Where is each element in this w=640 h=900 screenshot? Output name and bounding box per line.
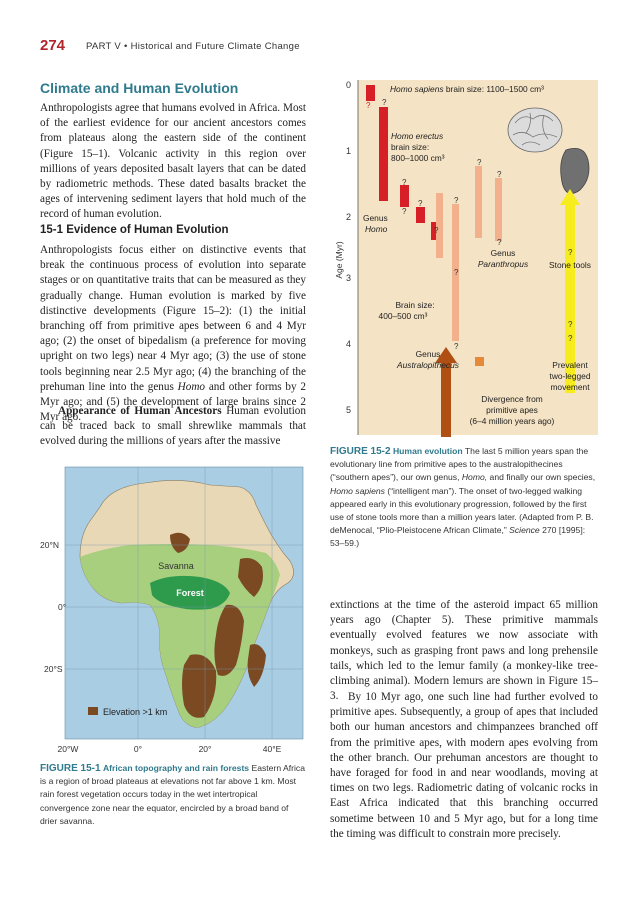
label-homo-sapiens: Homo sapiens brain size: 1100–1500 cm³ (390, 84, 544, 94)
fig2-text-2: and finally our own species, (489, 472, 596, 483)
label-bipedal-l2: two-legged (549, 371, 591, 381)
intro-paragraph: Anthropologists agree that humans evolved in Africa. Most of the earliest evidence for our ancient ancestors comes from plateaus along the eastern side of the continent (Figure 15–1). Volcanic activity in this region over millions of years deposited basalt layers that can be dated by radiometric methods. These dated basalts bracket the ages of intervening sediment layers that hold much of the record of human evolution. (40, 102, 306, 221)
tick-4: 4 (345, 339, 351, 349)
bar-paranthropus-3 (495, 178, 502, 241)
q-7: ? (454, 196, 459, 205)
y-axis-label: Age (Myr) (334, 241, 344, 279)
appearance-paragraph (40, 404, 306, 450)
appearance-text: Human evolution can be traced back to small shrewlike mammals that evolved during the millions of years after the massive (40, 405, 306, 448)
figure-15-1-caption (40, 762, 306, 828)
fig2-text-1: The last 5 million years span the evolutionary line from primitive apes to the australopithecines (“southern apes”), our own genus, (330, 446, 589, 483)
label-australopithecus-l2: Australopithecus (397, 360, 459, 370)
tick-1: 1 (345, 146, 351, 156)
lon-20e: 20° (198, 744, 212, 754)
evidence-paragraph (40, 243, 306, 425)
label-paranthropus-l1: Genus (490, 248, 516, 258)
fig2-text-3-it: Science (509, 525, 540, 536)
running-title: PART V • Historical and Future Climate Change (86, 41, 300, 52)
tick-2: 2 (345, 212, 351, 222)
figure-15-1-map (40, 465, 306, 757)
q-13: ? (568, 248, 573, 257)
label-divergence-l3: (6–4 million years ago) (469, 416, 555, 426)
lat-20s: 20°S (44, 664, 63, 674)
tick-0: 0 (345, 80, 351, 90)
q-15: ? (568, 334, 573, 343)
lon-40e: 40°E (262, 744, 282, 754)
q-8: ? (454, 268, 459, 277)
lon-20w: 20°W (57, 744, 79, 754)
figure-15-2-diagram (330, 75, 600, 440)
subsection-title: 15-1 Evidence of Human Evolution (40, 224, 229, 236)
tick-5: 5 (345, 405, 351, 415)
tick-3: 3 (345, 273, 351, 283)
evidence-text-homo: Homo (177, 380, 206, 393)
evidence-text-b: and other forms by 2 Myr ago; and (5) the development of large brains since 2 Myr ago. (40, 380, 307, 424)
q-6: ? (434, 226, 439, 235)
label-genus-homo-l1: Genus (363, 213, 388, 223)
evidence-text-a: Anthropologists focus either on distinctive events that break the continuous process of evolution into separate stages or on quantitative traits that can be measured as they gradually change. Human evolution is marked by five distinctive developments (Figure 15–2): (1) the initial branching off from primitive apes between 6 and 4 Myr ago; (2) the onset of bipedalism (a preference for moving upright on two legs) near 4 Myr ago; (3) the use of stone tools beginning near 2.5 Myr ago; (4) the branching of the prehuman line into the genus (40, 244, 306, 393)
fig2-text-3: (“intelligent man”). The onset of two-legged walking appeared early in this evolutionary progression, followed by the first use of stone tools more than a million years later. (Adapted from P. B. deMenocal, “Plio-Pleistocene African Climate,” (330, 485, 594, 536)
page-number: 274 (40, 37, 66, 54)
q-4: ? (418, 199, 423, 208)
q-10: ? (477, 158, 482, 167)
figure-15-2-caption (330, 445, 598, 551)
label-divergence-l2: primitive apes (486, 405, 538, 415)
label-paranthropus-l2: Paranthropus (477, 259, 529, 269)
brain-icon (508, 108, 562, 152)
right-paragraph-1: extinctions at the time of the asteroid impact 65 million years ago (Chapter 5). These primitive mammals eventually evolved features we now associate with monkeys, such as grasping front paws and long prehensile tails, which led to the lemur family (a monkey-like tree-climbing animal). Modern lemurs are shown in Figure 15–3. (330, 599, 598, 703)
label-savanna: Savanna (158, 561, 194, 571)
lat-0: 0° (58, 602, 67, 612)
label-bipedal-l1: Prevalent (552, 360, 588, 370)
lat-20n: 20°N (40, 540, 59, 550)
q-12: ? (497, 238, 502, 247)
bar-paranthropus-2 (475, 166, 482, 238)
q-1: ? (366, 101, 371, 110)
label-homo-erectus-l3: 800–1000 cm³ (391, 153, 445, 163)
label-brain400-l1: Brain size: (395, 300, 435, 310)
label-australopithecus-l1: Genus (415, 349, 441, 359)
q-3: ? (402, 178, 407, 187)
q-11: ? (497, 170, 502, 179)
label-stone-tools: Stone tools (549, 260, 591, 270)
fig1-number: FIGURE 15-1 (40, 763, 101, 774)
right-paragraph-2: By 10 Myr ago, one such line had further evolved to primitive apes. Subsequently, a group of apes that included both our human ancestors and chimpanzees branched off from the primitive apes, with modern apes evolving from the other branch. Our prehuman ancestors are thought to have foraged for food in and near woodlands, moving at times on two legs. Radiometric dating of volcanic rocks in East Africa indicated that this branching occurred sometime between 10 and 5 Myr ago, but for a long time the timing was difficult to constrain more precisely. (330, 691, 598, 840)
fig1-title: African topography and rain forests (102, 763, 250, 773)
label-divergence-l1: Divergence from (481, 394, 543, 404)
bar-australopithecus-1 (452, 204, 459, 256)
label-bipedal-l3: movement (550, 382, 590, 392)
fig2-text-1-it: Homo, (461, 472, 488, 483)
q-14: ? (568, 320, 573, 329)
legend-label: Elevation >1 km (103, 707, 168, 717)
lon-0: 0° (133, 744, 143, 754)
bar-homo-erectus (379, 107, 388, 201)
bar-homo-early-1 (400, 185, 409, 207)
australopithecus-legend-square (475, 357, 484, 366)
q-2: ? (382, 98, 387, 107)
fig2-text-2-it: Homo sapiens (330, 485, 385, 496)
legend-swatch (88, 707, 98, 715)
bar-homo-early-2 (416, 207, 425, 223)
fig2-number: FIGURE 15-2 (330, 446, 391, 457)
fig2-text-4: 270 [1995]: 53–59.) (330, 525, 586, 549)
label-brain400-l2: 400–500 cm³ (378, 311, 428, 321)
section-title: Climate and Human Evolution (40, 80, 239, 96)
fig1-text: Eastern Africa is a region of broad plateaus at elevations not far above 1 km. Most rain forest vegetation occurs today in the wet intertropical convergence zone near the equator, encircled by a broad band of drier savanna. (40, 763, 305, 826)
q-5: ? (402, 207, 407, 216)
appearance-heading: Appearance of Human Ancestors (58, 405, 222, 417)
label-genus-homo-l2: Homo (365, 224, 388, 234)
label-forest: Forest (176, 588, 204, 598)
label-homo-erectus-l2: brain size: (391, 142, 430, 152)
fig2-title: Human evolution (392, 446, 463, 456)
q-9: ? (454, 342, 459, 351)
bar-homo-sapiens (366, 85, 375, 101)
label-homo-erectus-name: Homo erectus (391, 131, 444, 141)
